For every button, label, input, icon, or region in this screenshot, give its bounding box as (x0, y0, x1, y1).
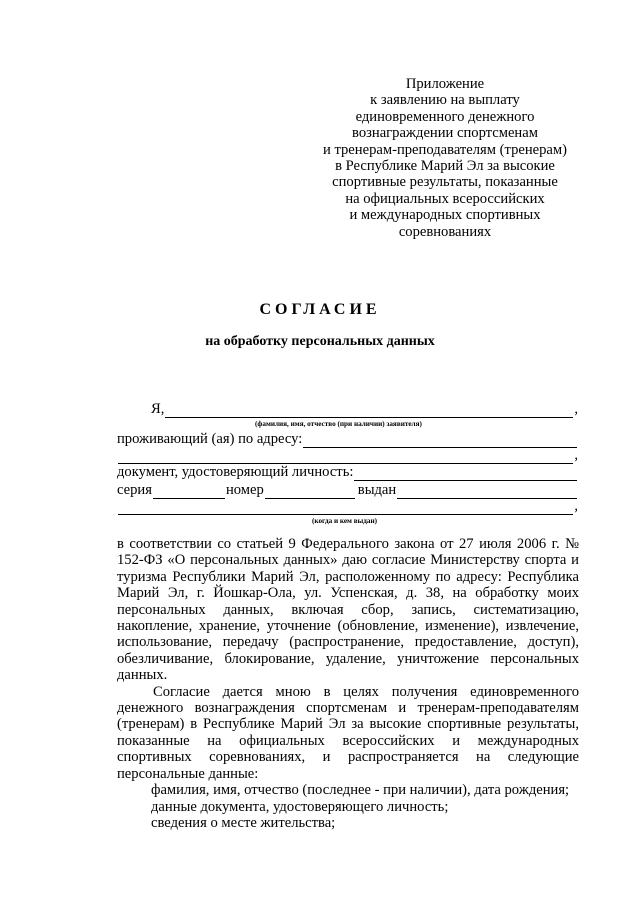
consent-paragraph-1: в соответствии со статьей 9 Федерального закона от 27 июля 2006 г. № 152-ФЗ «О персональных данных» даю согласие Министерству спорта и туризма Республики Марий Эл, расположенному по адресу: Республика Марий Эл, г. Йошкар-Ола, ул. Успенская, д. 38, на обработку моих персональных данных, включая сбор, запись, систематизацию, накопление, хранение, уточнение (обновление, изменение), извлечение, использование, передачу (распространение, предоставление, доступ), обезличивание, блокирование, удаление, уничтожение персональных данных. (117, 536, 579, 684)
address-label: проживающий (ая) по адресу: (117, 431, 303, 447)
applicant-name-field[interactable] (165, 404, 573, 418)
appendix-line: спортивные результаты, показанные (332, 174, 558, 191)
document-subtitle: на обработку персональных данных (205, 334, 435, 349)
consent-paragraph-2: Согласие дается мною в целях получения единовременного денежного вознаграждения спортсменам и тренерам-преподавателям (тренерам) в Республике Марий Эл за высокие спортивные результаты, показанные на официальных всероссийских и международных спортивных соревнованиях, и распространяется на следующие персональные данные: (117, 683, 579, 782)
appendix-line: в Республике Марий Эл за высокие (335, 158, 555, 175)
appendix-line: единовременного денежного (355, 108, 535, 125)
data-list-item: фамилия, имя, отчество (последнее - при наличии), дата рождения; (151, 782, 570, 799)
comma: , (574, 447, 578, 463)
issued-label: выдан (357, 482, 397, 498)
issued-hint: (когда и кем выдан) (312, 517, 378, 525)
number-label: номер (225, 482, 264, 498)
appendix-line: и тренерам-преподавателям (тренерам) (323, 141, 567, 158)
document-label: документ, удостоверяющий личность: (117, 464, 354, 480)
appendix-line: Приложение (405, 76, 485, 92)
appendix-line: соревнованиях (398, 223, 492, 240)
comma: , (574, 498, 578, 514)
data-list-item: сведения о месте жительства; (151, 814, 336, 831)
appendix-line: на официальных всероссийских (345, 190, 545, 207)
series-label: серия (117, 482, 152, 498)
document-field[interactable] (354, 467, 577, 481)
appendix-header (300, 76, 590, 240)
data-list-item: данные документа, удостоверяющего личность; (151, 798, 449, 815)
consent-body (117, 536, 579, 831)
issued-field-line2[interactable] (118, 501, 573, 515)
appendix-line: к заявлению на выплату (370, 92, 520, 109)
name-hint: (фамилия, имя, отчество (при наличии) заявителя) (255, 420, 422, 428)
comma: , (574, 401, 578, 417)
appendix-line: вознаграждении спортсменам (352, 125, 538, 142)
address-field-line2[interactable] (118, 450, 573, 464)
appendix-line: и международных спортивных (349, 207, 541, 224)
ya-label: Я, (151, 401, 165, 417)
document-title: СОГЛАСИЕ (259, 301, 381, 318)
